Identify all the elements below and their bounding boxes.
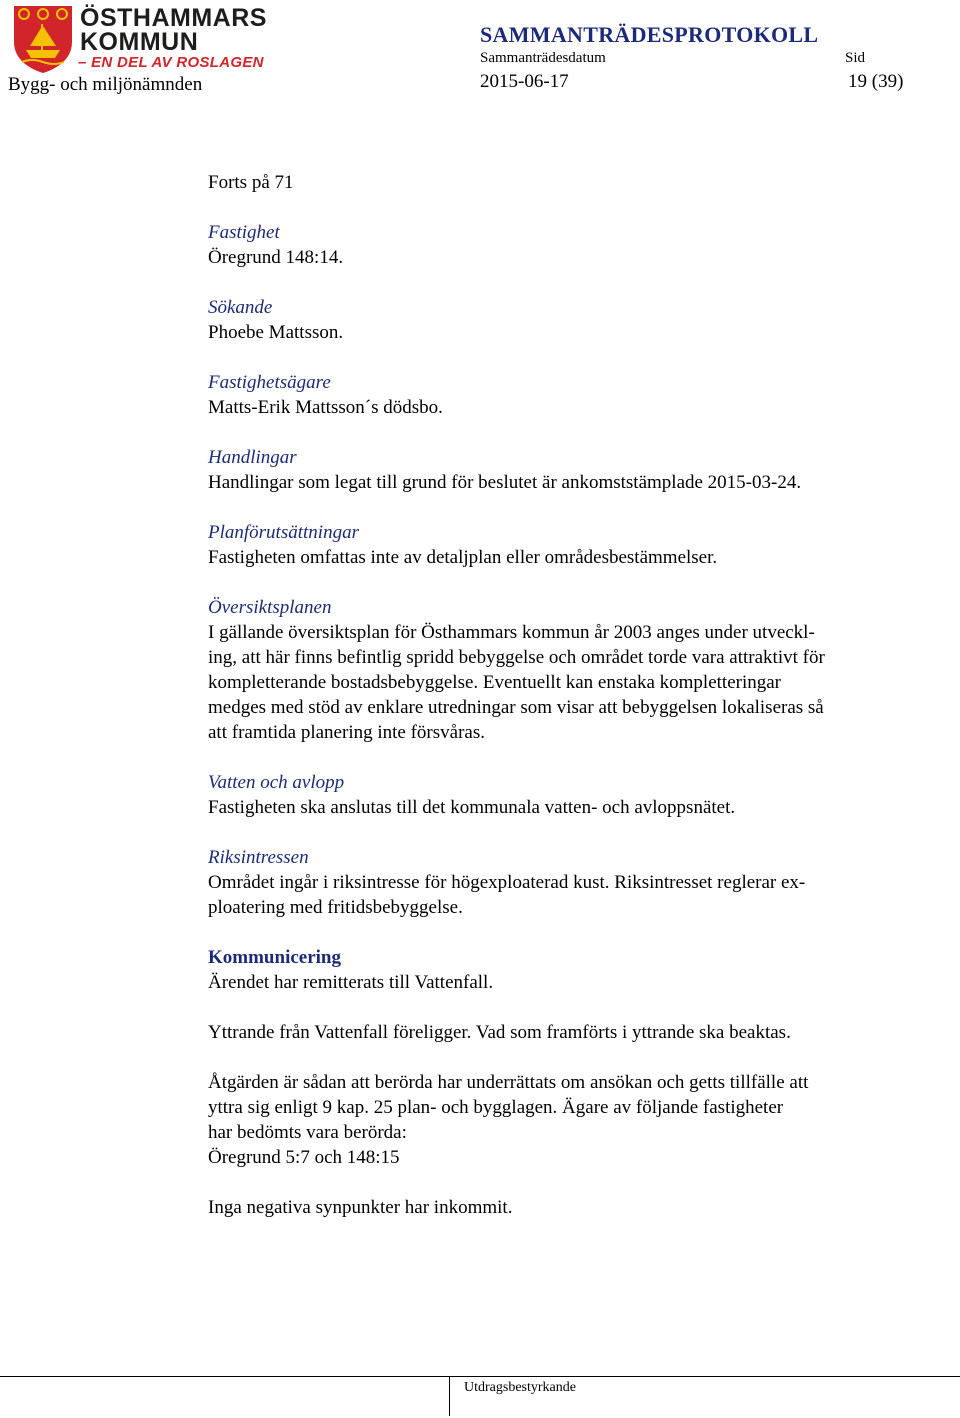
- continuation-note: Forts på 71: [208, 172, 294, 193]
- section-heading: Fastighet: [208, 222, 280, 243]
- section-comprehensive-plan: [208, 595, 928, 745]
- section-heading: Sökande: [208, 297, 273, 318]
- committee-name: Bygg- och miljönämnden: [8, 74, 203, 95]
- page-number: 19 (39): [848, 71, 904, 92]
- section-heading: Handlingar: [208, 447, 297, 468]
- document-body: [208, 170, 928, 1245]
- section-heading: Riksintressen: [208, 847, 309, 868]
- municipality-logo: [12, 4, 267, 76]
- section-property: [208, 220, 928, 270]
- paragraph-no-objections: Inga negativa synpunkter har inkommit.: [208, 1197, 513, 1218]
- logo-tagline: – EN DEL AV ROSLAGEN: [78, 54, 264, 71]
- section-text: Fastigheten omfattas inte av detaljplan eller områdesbestämmelser.: [208, 547, 718, 568]
- section-text: Phoebe Mattsson.: [208, 322, 344, 343]
- section-applicant: [208, 295, 928, 345]
- logo-name-line1: ÖSTHAMMARS: [80, 4, 267, 32]
- section-heading: Planförutsättningar: [208, 522, 359, 543]
- section-heading: Vatten och avlopp: [208, 772, 345, 793]
- paragraph-vattenfall: Yttrande från Vattenfall föreligger. Vad som framförts i yttrande ska beaktas.: [208, 1022, 791, 1043]
- section-owner: [208, 370, 928, 420]
- section-text: Fastigheten ska anslutas till det kommunala vatten- och avloppsnätet.: [208, 797, 736, 818]
- certification-label: Utdragsbestyrkande: [464, 1380, 576, 1395]
- logo-name-line2: KOMMUN: [80, 28, 199, 56]
- section-text: Öregrund 148:14.: [208, 247, 344, 268]
- section-heading: Kommunicering: [208, 947, 341, 968]
- section-text: Ärendet har remitterats till Vattenfall.: [208, 972, 494, 993]
- page-label: Sid: [845, 50, 866, 66]
- section-text: Handlingar som legat till grund för beslutet är ankomststämplade 2015-03-24.: [208, 472, 802, 493]
- meeting-date: 2015-06-17: [480, 71, 569, 92]
- footer-column-divider: [449, 1376, 450, 1416]
- section-communication: [208, 945, 928, 995]
- footer-divider: [0, 1376, 960, 1377]
- section-planning-conditions: [208, 520, 928, 570]
- section-water-sewage: [208, 770, 928, 820]
- paragraph-neighbours: Åtgärden är sådan att berörda har underrättats om ansökan och getts tillfälle att yttra sig enligt 9 kap. 25 plan- och bygglagen. Ägare av följande fastigheter har bedömts vara berörda: Öregrund 5:7 och 148:15: [208, 1072, 809, 1168]
- coat-of-arms-icon: [12, 4, 74, 74]
- document-title: SAMMANTRÄDESPROTOKOLL: [480, 22, 819, 47]
- section-text: Området ingår i riksintresse för högexploaterad kust. Riksintresset reglerar ex- ploatering med fritidsbebyggelse.: [208, 872, 806, 918]
- section-heading: Översiktsplanen: [208, 597, 332, 618]
- section-heading: Fastighetsägare: [208, 372, 331, 393]
- date-label: Sammanträdesdatum: [480, 50, 606, 66]
- section-national-interests: [208, 845, 928, 920]
- section-text: I gällande översiktsplan för Östhammars kommun år 2003 anges under utveckl- ing, att här finns befintlig spridd bebyggelse och området torde vara attraktivt för kompletterande bostadsbebyggelse. Eventuellt kan enstaka kompletteringar medges med stöd av enklare utredningar som visar att bebyggelsen lokaliseras så att framtida planering inte försvåras.: [208, 622, 825, 743]
- section-text: Matts-Erik Mattsson´s dödsbo.: [208, 397, 443, 418]
- section-documents: [208, 445, 928, 495]
